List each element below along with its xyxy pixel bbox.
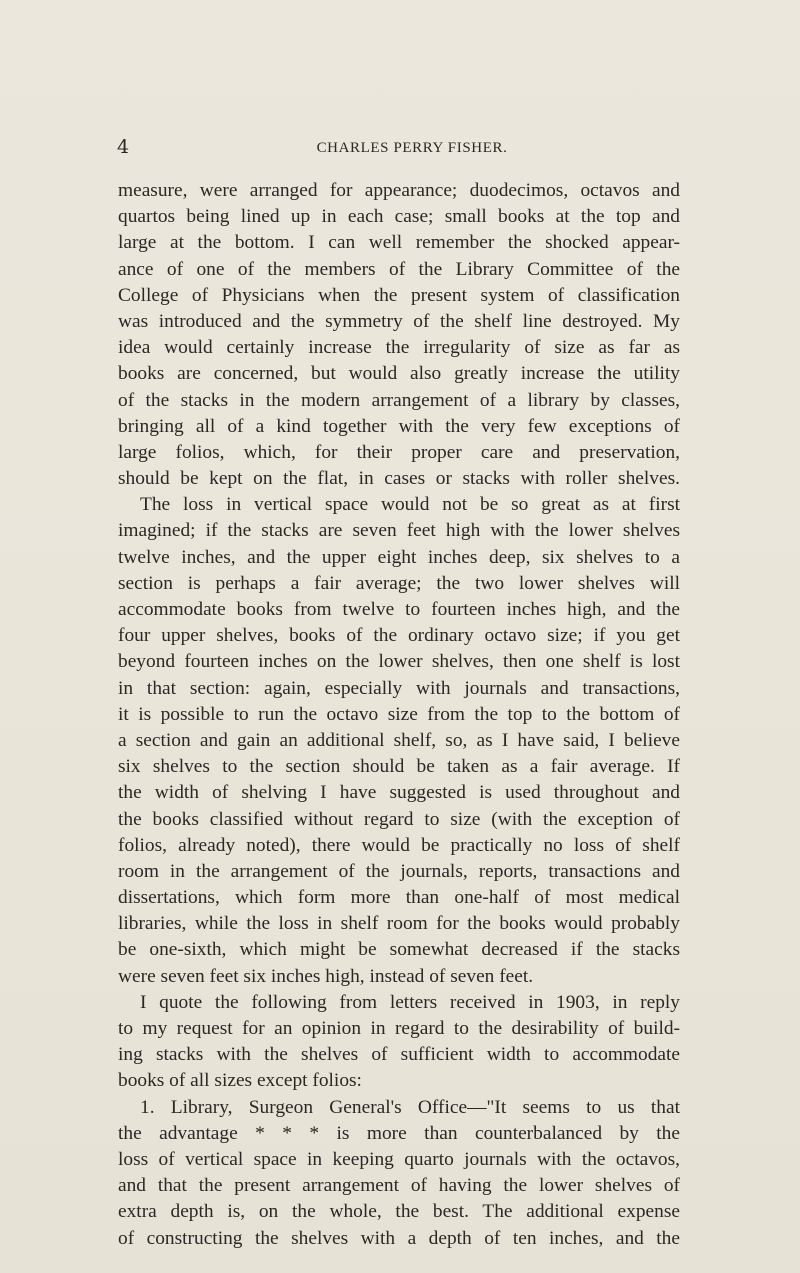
text-line: a section and gain an additional shelf, so, as I have said, I believe xyxy=(118,729,680,751)
running-title: CHARLES PERRY FISHER. xyxy=(316,140,508,156)
text-line: the advantage * * * is more than counterbalanced by the xyxy=(118,1122,680,1144)
text-line: was introduced and the symmetry of the shelf line destroyed. My xyxy=(118,310,680,332)
text-line: four upper shelves, books of the ordinary octavo size; if you get xyxy=(118,625,680,647)
text-line: libraries, while the loss in shelf room for the books would probably xyxy=(118,913,680,935)
text-line: of constructing the shelves with a depth of ten inches, and the xyxy=(118,1227,680,1249)
text-line: College of Physicians when the present system of classification xyxy=(118,284,680,306)
text-line: room in the arrangement of the journals, reports, transactions and xyxy=(118,860,680,882)
text-line: the books classified without regard to size (with the exception of xyxy=(118,808,680,830)
text-line: in that section: again, especially with journals and transactions, xyxy=(118,677,680,699)
text-line: it is possible to run the octavo size from the top to the bottom of xyxy=(118,703,680,725)
text-line: The loss in vertical space would not be so great as at first xyxy=(140,494,680,516)
text-line: folios, already noted), there would be practically no loss of shelf xyxy=(118,834,680,856)
text-line: large folios, which, for their proper care and preservation, xyxy=(118,441,680,463)
text-line: dissertations, which form more than one-half of most medical xyxy=(118,887,680,909)
running-head xyxy=(117,136,677,162)
text-line: extra depth is, on the whole, the best. The additional expense xyxy=(118,1201,680,1223)
text-line: measure, were arranged for appearance; duodecimos, octavos and xyxy=(118,180,680,201)
text-line: and that the present arrangement of having the lower shelves of xyxy=(118,1175,680,1197)
text-line: accommodate books from twelve to fourteen inches high, and the xyxy=(118,599,680,620)
text-line: beyond fourteen inches on the lower shelves, then one shelf is lost xyxy=(118,651,680,673)
text-line: books are concerned, but would also greatly increase the utility xyxy=(118,363,680,385)
text-line: section is perhaps a fair average; the two lower shelves will xyxy=(118,572,680,594)
text-line: twelve inches, and the upper eight inches deep, six shelves to a xyxy=(118,546,680,568)
text-line: be one-sixth, which might be somewhat decreased if the stacks xyxy=(118,939,680,961)
text-line: the width of shelving I have suggested is used throughout and xyxy=(118,782,680,804)
text-line: of the stacks in the modern arrangement of a library by classes, xyxy=(118,389,680,411)
text-line: were seven feet six inches high, instead of seven feet. xyxy=(118,965,534,987)
text-line: six shelves to the section should be taken as a fair average. If xyxy=(118,756,680,778)
text-line: large at the bottom. I can well remember the shocked appear- xyxy=(118,232,680,254)
body-text xyxy=(118,178,680,1252)
text-line: ing stacks with the shelves of sufficient width to accommodate xyxy=(118,1044,680,1066)
text-line: bringing all of a kind together with the very few exceptions of xyxy=(118,415,680,437)
text-line: quartos being lined up in each case; small books at the top and xyxy=(118,206,680,228)
text-line: loss of vertical space in keeping quarto journals with the octavos, xyxy=(118,1148,680,1170)
text-line: to my request for an opinion in regard to the desirability of build- xyxy=(118,1018,680,1039)
page-number: 4 xyxy=(117,136,130,158)
text-line: ance of one of the members of the Library Committee of the xyxy=(118,258,680,280)
text-line: imagined; if the stacks are seven feet high with the lower shelves xyxy=(118,520,680,542)
text-line: I quote the following from letters received in 1903, in reply xyxy=(140,991,680,1013)
text-line: idea would certainly increase the irregularity of size as far as xyxy=(118,337,680,359)
text-line: books of all sizes except folios: xyxy=(118,1070,362,1092)
text-line: should be kept on the flat, in cases or stacks with roller shelves. xyxy=(118,468,680,490)
text-line: 1. Library, Surgeon General's Office—"It seems to us that xyxy=(140,1096,680,1118)
